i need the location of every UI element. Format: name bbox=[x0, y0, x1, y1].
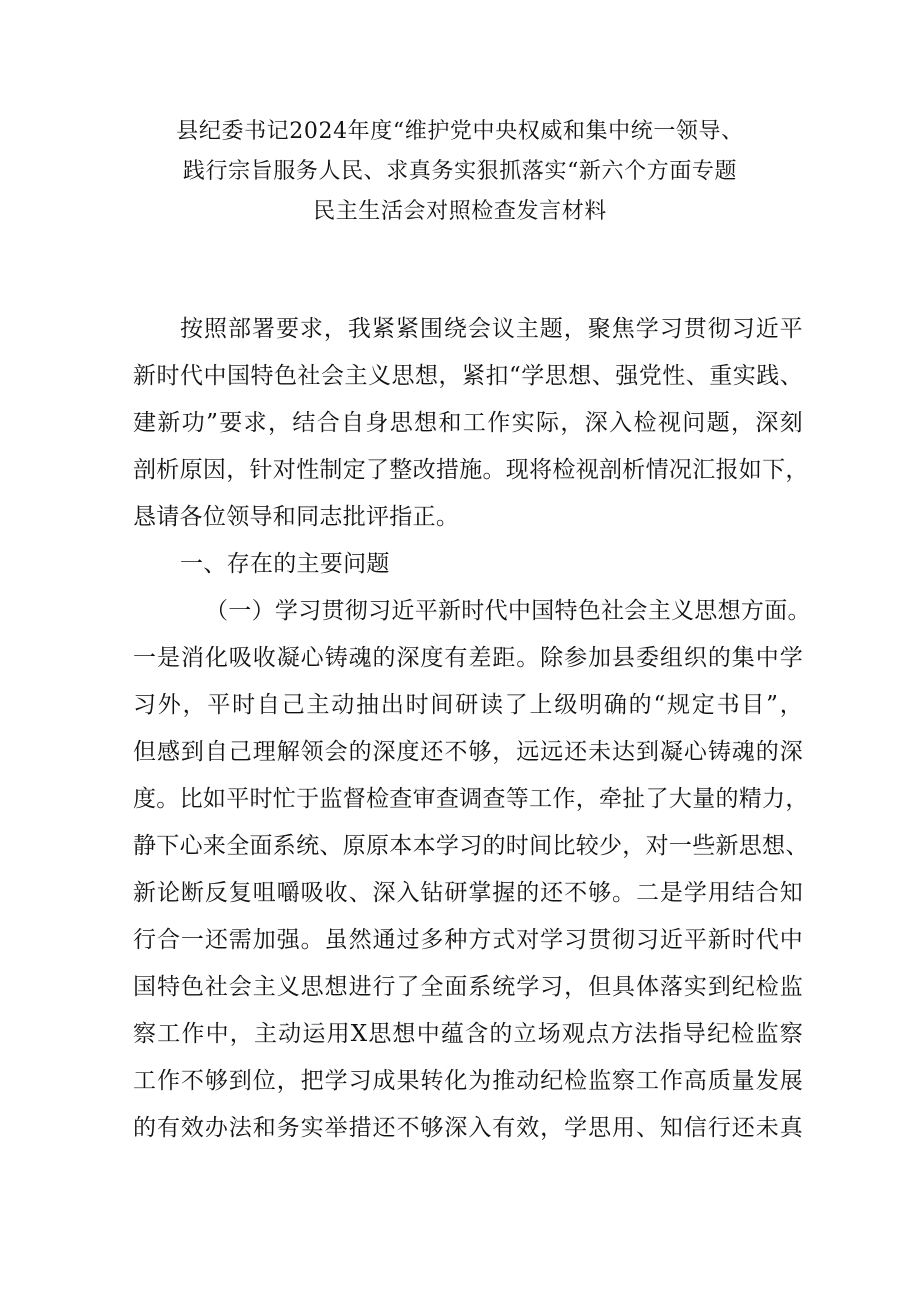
paragraph-1-line-5: 静下心来全面系统、原原本本学习的时间比较少，对一些新思想、 bbox=[133, 833, 809, 859]
document-body bbox=[133, 306, 811, 1152]
paragraph-1-line-10: 工作不够到位，把学习成果转化为推动纪检监察工作高质量发展 bbox=[133, 1068, 803, 1094]
paragraph-intro-line-1: 按照部署要求，我紧紧围绕会议主题，聚焦学习贯彻习近平 bbox=[180, 316, 803, 342]
paragraph-1-line-3: 但感到自己理解领会的深度还不够，远远还未达到凝心铸魂的深 bbox=[133, 739, 803, 765]
title-line-3: 民主生活会对照检查发言材料 bbox=[313, 199, 607, 224]
paragraph-intro-line-3: 建新功”要求，结合自身思想和工作实际，深入检视问题，深刻 bbox=[133, 410, 803, 436]
paragraph-1-line-1: 一是消化吸收凝心铸魂的深度有差距。除参加县委组织的集中学 bbox=[133, 645, 803, 671]
paragraph-1-line-4: 度。比如平时忙于监督检查审查调查等工作，牵扯了大量的精力， bbox=[133, 786, 809, 812]
title-line-2: 践行宗旨服务人民、求真务实狠抓落实“新六个方面专题 bbox=[182, 159, 738, 184]
subsection-heading-1: （一）学习贯彻习近平新时代中国特色社会主义思想方面。 bbox=[205, 598, 811, 624]
paragraph-1-line-9: 察工作中，主动运用X思想中蕴含的立场观点方法指导纪检监察 bbox=[133, 1021, 803, 1047]
paragraph-1-line-2: 习外，平时自己主动抽出时间研读了上级明确的“规定书目”， bbox=[133, 692, 803, 718]
title-line-1: 县纪委书记2024年度“维护党中央权威和集中统一领导、 bbox=[176, 119, 744, 144]
paragraph-1-line-7: 行合一还需加强。虽然通过多种方式对学习贯彻习近平新时代中 bbox=[133, 927, 803, 953]
section-heading-1: 一、存在的主要问题 bbox=[180, 551, 390, 577]
paragraph-1-line-6: 新论断反复咀嚼吸收、深入钻研掌握的还不够。二是学用结合知 bbox=[133, 880, 803, 906]
paragraph-intro-line-5: 恳请各位领导和同志批评指正。 bbox=[133, 504, 460, 530]
paragraph-intro-line-4: 剖析原因，针对性制定了整改措施。现将检视剖析情况汇报如下， bbox=[133, 457, 809, 483]
paragraph-intro-line-2: 新时代中国特色社会主义思想，紧扣“学思想、强党性、重实践、 bbox=[133, 363, 803, 389]
document-title bbox=[130, 112, 790, 232]
paragraph-1-line-11: 的有效办法和务实举措还不够深入有效，学思用、知信行还未真 bbox=[133, 1115, 803, 1141]
paragraph-1-line-8: 国特色社会主义思想进行了全面系统学习，但具体落实到纪检监 bbox=[133, 974, 803, 1000]
